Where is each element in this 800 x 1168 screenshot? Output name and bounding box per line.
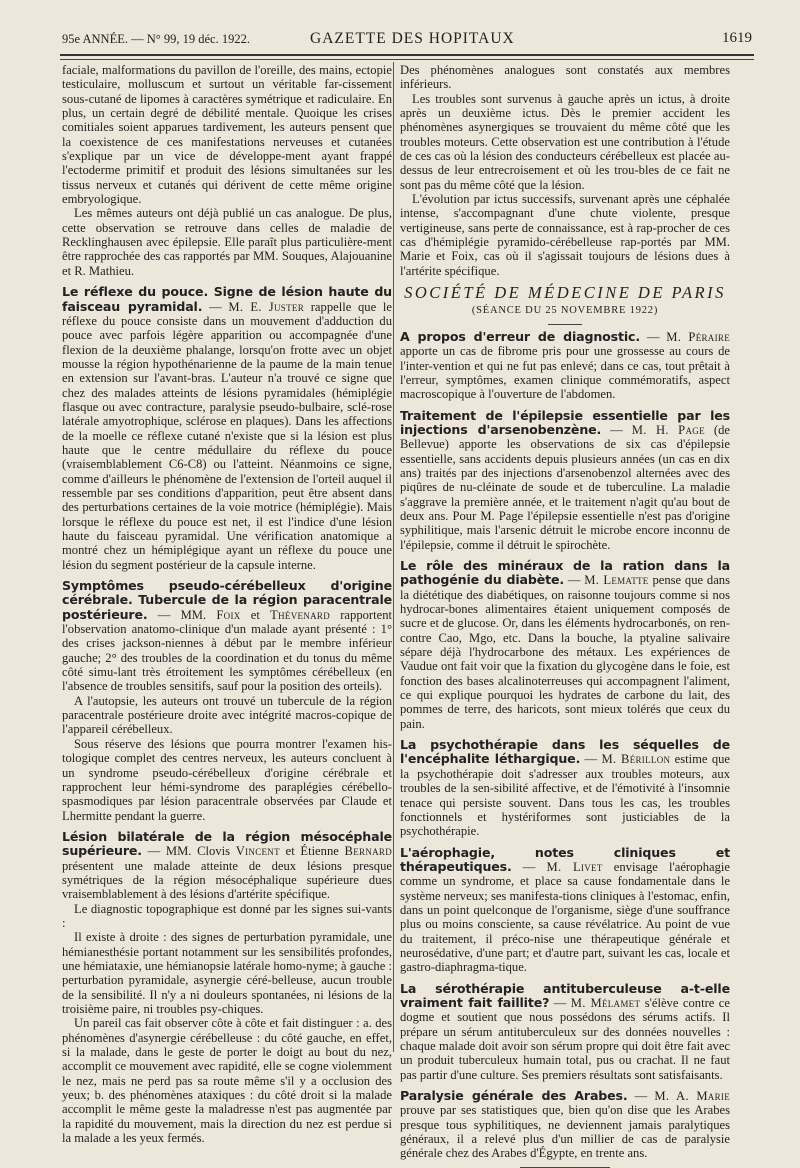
society-title: SOCIÉTÉ DE MÉDECINE DE PARIS <box>404 283 726 303</box>
section-title: L'aérophagie, notes cliniques et thérapeutiques. <box>400 844 730 874</box>
section-text: pense que dans la diététique des diabétiques, on raisonne toujours comme si nos hydrocar-bones alimentaires étaient uniquement composés de sucre et de glucose. Or, dans les éléments hydrocarbonés, on ren-contre Cao, Mgo, etc. Dans la bouche, la ptyaline salivaire sépare déjà l'hydrocarbone des métaux. Les expériences de Vaudue ont fait voir que la fixation du glycogène dans le foie, est fonction des bases alcalinoterreuses qui accompagnent l'aliment, ce qui explique pourquoi les hydrates de carbone du lait, des pommes de terre, des haricots, sont mieux tolérés que ceux du pain. <box>400 573 731 731</box>
section-author: M. H. Page <box>631 422 705 437</box>
section-lesion-bilaterale: Lésion bilatérale de la région mésocéphale supérieure. — MM. Clovis Vincent et Étienne Bernard présentent une malade atteinte de deux lésions presque symétriques de la région mésocéphalique supérieure dues vraisemblablement à des lésions d'artérite spécifique. <box>62 828 393 902</box>
section-author: M. Lematte <box>584 573 649 588</box>
section-psychotherapie: La psychothérapie dans les séquelles de l'encéphalite léthargique. — M. Bérillon estime que la psychothérapie doit s'adresser aux troubles moteurs, aux troubles de la sen-sibilité affective, et de l'émotivité à l'insomnie tenace qui persiste souvent. Dans tous les cas, les troubles fonctionnels et hystériformes sont justiciables de la psychothérapie. <box>400 737 730 839</box>
paragraph: L'évolution par ictus successifs, survenant après une céphalée intense, s'accompagnant d'une chute violente, presque vertigineuse, sans perte de connaissance, est à rap-procher de ces cas d'hémiplégie pyramido-cérébelleuse rap-portés par MM. Marie et Foix, cas où il s'agissait toujours de lésions dues à l'artérite spécifique. <box>400 192 730 278</box>
section-author: Thévenard <box>270 607 330 622</box>
section-title: Le rôle des minéraux de la ration dans la pathogénie du diabète. <box>400 558 730 588</box>
section-author: M. Péraire <box>666 329 730 344</box>
section-title: A propos d'erreur de diagnostic. <box>400 328 640 344</box>
section-text: rapportent l'observation anatomo-clinique d'un malade ayant présenté : 1° des crises jackson-niennes à début par le membre inférieur gauche; 2° des troubles de la coordination et du tonus du même côté simu-lant très étroitement les symptômes cérébelleux (en l'absence de troubles sensitifs, sauf pour la position des orteils). <box>62 607 392 694</box>
column-divider <box>393 62 394 1052</box>
section-erreur-diagnostic: A propos d'erreur de diagnostic. — M. Péraire apporte un cas de fibrome pris pour une grossesse au cours de l'inter-vention et qui ne fut pas enlevé; dans ce cas, tout prêtait à l'erreur, symptômes, examen clinique commémoratifs, aspect macroscopique à l'ouverture de l'abdomen. <box>400 328 730 402</box>
section-text: envisage l'aérophagie comme un syndrome, et place sa cause fondamentale dans le système nerveux; ses manifesta-tions cliniques à l'estomac, enfin, dans un point quelconque de l'organisme, siège d'une souffrance plus ou moins consciente, sa cause révélatrice. Au point de vue du traitement, il préco-nise une thérapeutique générale et neurosédative, d'une part; et d'autre part, suivant les cas, locale et gastro-diaphragma-tique. <box>400 859 730 975</box>
section-title: Symptômes pseudo-cérébelleux d'origine cérébrale. Tubercule de la région paracentrale postérieure. <box>62 578 392 622</box>
author-conjunction: et <box>250 607 260 622</box>
section-title: Lésion bilatérale de la région mésocéphale supérieure. <box>62 828 392 859</box>
issue-info: 95e ANNÉE. — N° 99, 19 déc. 1922. <box>62 32 250 46</box>
section-divider <box>548 324 582 325</box>
section-epilepsie: Traitement de l'épilepsie essentielle par les injections d'arsenobenzène. — M. H. Page (de Bellevue) apporte les observations de six cas d'épilepsie essentielle, sans accidents depuis plusieurs années (un cas en dix ans) traités par des injections d'arsenobenzol alternées avec des piqûres de nu-cléinate de soude et de tuberculine. La maladie s'aggrave la première année, et le traitement n'agit qu'au bout de deux ans. Pour M. Page l'épilepsie essentielle n'est pas d'origine syphilitique, mais l'arsenic détruit le microbe encore inconnu de l'épilepsie, comme il détruit le spirochète. <box>400 407 730 552</box>
section-title: Paralysie générale des Arabes. <box>400 1088 628 1104</box>
author-prefix: MM. <box>180 607 207 622</box>
section-text: présentent une malade atteinte de deux lésions presque symétriques de la région mésocéphalique supérieure dues vraisemblablement à des lésions d'artérite spécifique. <box>62 858 392 902</box>
section-author: Vincent <box>235 844 280 859</box>
section-reflexe-pouce: Le réflexe du pouce. Signe de lésion haute du faisceau pyramidal. — M. E. Juster rappelle que le réflexe du pouce consiste dans un mouvement d'adduction du pouce avec parfois légère apparition ou accompagnée d'une flexion de la deuxième phalange, lorsqu'on frotte avec un objet mousse la région hypothénarienne de la paume de la main tenue en extension sur l'avant-bras. L'auteur n'a trouvé ce signe que chez des malades atteints de lésions pyramidales (hémiplégie flasque ou avec contracture, paralysie pseudo-bulbaire, sclé-rose latérale amyotrophique, sclérose en plaques). Dans les affections de la moelle ce réflexe cutané n'existe que si la lésion est plus haute que le centre médullaire du réflexe du pouce (vraisemblablement C6-C8) ou l'atteint. Néanmoins ce signe, comme d'ailleurs le phénomène de l'extension de l'orteil auquel il ressemble par ses conditions d'apparition, peut être absent dans des perturbations certaines de la voie motrice (hémiplégie). Mais lorsque le réflexe du pouce est net, il est l'indice d'une lésion haute du faisceau pyramidal. Une vérification anatomique a montré chez un hémiplégique ayant un réflexe du pouce une lésion du segment postérieur de la capsule interne. <box>62 284 392 572</box>
left-column <box>62 63 392 1145</box>
paragraph: Le diagnostic topographique est donné par les signes sui-vants : <box>62 901 392 930</box>
section-text: apporte un cas de fibrome pris pour une grossesse au cours de l'inter-vention et qui ne fut pas enlevé; dans ce cas, tout prêtait à l'erreur, symptômes, examen clinique commémoratifs, aspect macroscopique à l'ouverture de l'abdomen. <box>400 344 730 402</box>
paragraph: Des phénomènes analogues sont constatés aux membres inférieurs. <box>400 63 730 92</box>
paragraph: Les mêmes auteurs ont déjà publié un cas analogue. De plus, cette observation se retrouve dans celles de maladie de Recklinghausen avec épilepsie. Elle paraît plus particulière-ment être rapprochée des cas rapportés par MM. Souques, Alajouanine et R. Mathieu. <box>62 206 392 278</box>
section-title: La psychothérapie dans les séquelles de l'encéphalite léthargique. <box>400 737 730 767</box>
section-author: M. E. Juster <box>228 299 305 314</box>
right-column <box>400 63 730 1168</box>
paragraph: A l'autopsie, les auteurs ont trouvé un tubercule de la région paracentrale postérieure droite avec intégrité macros-copique de l'appareil cérébelleux. <box>62 693 392 737</box>
author-prefix: MM. Clovis <box>165 844 231 859</box>
page-number: 1619 <box>722 30 752 46</box>
section-title: La sérothérapie antituberculeuse a-t-elle vraiment fait faillite? <box>400 980 730 1010</box>
section-author: Bernard <box>344 844 393 859</box>
society-session: (SÉANCE DU 25 NOVEMBRE 1922) <box>471 304 659 316</box>
section-text: rappelle que le réflexe du pouce consiste dans un mouvement d'adduction du pouce avec parfois légère apparition ou accompagnée d'une flexion de la deuxième phalange, lorsqu'on frotte avec un objet mousse la région hypothénarienne de la paume de la main tenue en extension sur l'avant-bras. L'auteur n'a trouvé ce signe que chez des malades atteints de lésions pyramidales (hémiplégie flasque ou avec contracture, paralysie pseudo-bulbaire, sclé-rose latérale amyotrophique, sclérose en plaques). Dans les affections de la moelle ce réflexe cutané n'existe que si la lésion est plus haute que le centre médullaire du réflexe du pouce (vraisemblablement C6-C8) ou l'atteint. Néanmoins ce signe, comme d'ailleurs le phénomène de l'extension de l'orteil auquel il ressemble par ses conditions d'apparition, peut être absent dans des perturbations certaines de la voie motrice (hémiplégie). Mais lorsque le réflexe du pouce est net, il est l'indice d'une lésion haute du faisceau pyramidal. Une vérification anatomique a montré chez un hémiplégique ayant un réflexe du pouce une lésion du segment postérieur de la capsule interne. <box>62 299 392 572</box>
section-text: estime que la psychothérapie doit s'adresser aux troubles moteurs, aux troubles de la sen-sibilité affective, et de l'émotivité à l'insomnie tenace qui persiste souvent. Dans tous les cas, les troubles fonctionnels et hystériformes sont justiciables de la psychothérapie. <box>400 752 730 839</box>
section-aerophagie: L'aérophagie, notes cliniques et thérapeutiques. — M. Livet envisage l'aérophagie comme un syndrome, et place sa cause fondamentale dans le système nerveux; ses manifesta-tions cliniques à l'estomac, enfin, dans un point quelconque de l'organisme, siège d'une souffrance plus ou moins consciente, sa cause révélatrice. Au point de vue du traitement, il préco-nise une thérapeutique générale et neurosédative, d'une part; et d'autre part, suivant les cas, locale et gastro-diaphragma-tique. <box>400 844 730 975</box>
paragraph: Les troubles sont survenus à gauche après un ictus, à droite après un deuxième ictus. Dès le premier accident les phénomènes asynergiques se trouvaient du même côté que les troubles moteurs. Cette observation est une contribution à l'étude de ces cas où la lésion des conducteurs cérébelleux est placée au-dessus de leur entrecroisement et où les trou-bles de ce fait ne sont pas du même côté que la lésion. <box>400 91 730 192</box>
paragraph: Un pareil cas fait observer côte à côte et fait distinguer : a. des phénomènes d'asynergie cérébelleuse : du côté gauche, en effet, si la malade, dans le geste de porter le doigt au bout du nez, accomplit ce mouvement avec rapidité, elle se cogne violemment le nez, mais ne perd pas sa route même s'il y a occlusion des yeux; b. des phénomènes ataxiques : du côté droit si la malade accomplit le même geste la maladresse n'est pas augmentée par la rapidité du mouvement, mais la direction du nez est perdue si la malade a les yeux fermés. <box>62 1016 392 1146</box>
header-rule-thick <box>60 54 754 56</box>
section-author: M. Livet <box>546 859 603 874</box>
author-conjunction: et Étienne <box>285 844 339 859</box>
section-mineraux-diabete: Le rôle des minéraux de la ration dans la pathogénie du diabète. — M. Lematte pense que dans la diététique des diabétiques, on raisonne toujours comme si nos hydrocar-bones alimentaires étaient uniquement composés de sucre et de glucose. Or, dans les éléments hydrocarbonés, on ren-contre Cao, Mgo, etc. Dans la bouche, la ptyaline salivaire sépare déjà l'hydrocarbone des métaux. Les expériences de Vaudue ont fait voir que la fixation du glycogène dans le foie, est fonction des bases alcalinoterreuses qui accompagnent l'aliment, ce qui explique pourquoi les hydrates de carbone du lait, des pommes de terre, des haricots, sont mieux tolérés que ceux du pain. <box>400 558 731 731</box>
section-pseudo-cerebelleux: Symptômes pseudo-cérébelleux d'origine cérébrale. Tubercule de la région paracentrale postérieure. — MM. Foix et Thévenard rapportent l'observation anatomo-clinique d'un malade ayant présenté : 1° des crises jackson-niennes à début par le membre inférieur gauche; 2° des troubles de la coordination et du tonus du même côté simu-lant très étroitement les symptômes cérébelleux (en l'absence de troubles sensitifs, sauf pour la position des orteils). <box>62 578 392 694</box>
section-author: M. Mélamet <box>570 995 641 1010</box>
section-author: M. A. Marie <box>654 1089 731 1104</box>
section-text: prouve par ses statistiques que, bien qu'on dise que les Arabes presque tous syphilitiques, ne deviennent jamais paralytiques généraux, il a relevé plus d'un millier de cas de paralysie générale chez des Arabes d'Égypte, en trente ans. <box>400 1103 730 1161</box>
section-text: s'élève contre ce dogme et soutient que nous possédons des sérums actifs. Il prépare un sérum antituberculeux sur des données nouvelles : chaque malade doit avoir son sérum propre qui doit être fait avec un produit tuberculeux humain total, pus ou crachat. Il ne faut pas partir d'une culture. Ses premiers résultats sont satisfaisants. <box>400 995 730 1082</box>
section-title: Le réflexe du pouce. Signe de lésion haute du faisceau pyramidal. <box>62 284 392 314</box>
paragraph: Sous réserve des lésions que pourra montrer l'examen his-tologique complet des centres nerveux, les auteurs concluent à un syndrome pseudo-cérébelleux d'origine cérébrale et rapprochent leur hémi-syndrome des paraplégies cérébello-spasmodiques par lésion paracentrale observées par Claude et Lhermitte pendant la guerre. <box>62 736 392 823</box>
header-rule-thin <box>60 59 754 60</box>
section-text: (de Bellevue) apporte les observations de six cas d'épilepsie essentielle, sans accidents depuis plusieurs années (un cas en dix ans) traités par des injections d'arsenobenzol alternées avec des piqûres de nu-cléinate de soude et de tuberculine. La maladie s'aggrave la première année, et le traitement n'agit qu'au bout de deux ans. Pour M. Page l'épilepsie essentielle n'est pas d'origine syphilitique, mais l'arsenic détruit le microbe encore inconnu de l'épilepsie, comme il détruit le spirochète. <box>400 422 730 552</box>
section-paralysie-arabes: Paralysie générale des Arabes. — M. A. Marie prouve par ses statistiques que, bien qu'on dise que les Arabes presque tous syphilitiques, ne deviennent jamais paralytiques généraux, il a relevé plus d'un millier de cas de paralysie générale chez des Arabes d'Égypte, en trente ans. <box>400 1088 731 1161</box>
paragraph: faciale, malformations du pavillon de l'oreille, des mains, ectopie testiculaire, molluscum et surtout un véritable far-cissement sous-cutané de lipomes à caractères symétrique et radiculaire. En plus, un certain degré de débilité mentale. Quoique les crises comitiales soient apparues tardivement, les auteurs pensent que la coexistence de ces manifestations nerveuses et cutanées s'explique par un vice de développe-ment ayant frappé l'ectoderme primitif et produit des lésions simultanées sur les tissus nerveux et cutanés qui dérivent de cette même origine embryologique. <box>62 63 392 207</box>
journal-title: GAZETTE DES HOPITAUX <box>310 30 515 47</box>
section-serotherapie: La sérothérapie antituberculeuse a-t-elle vraiment fait faillite? — M. Mélamet s'élève contre ce dogme et soutient que nous possédons des sérums actifs. Il prépare un sérum antituberculeux sur des données nouvelles : chaque malade doit avoir son sérum propre qui doit être fait avec un produit tuberculeux humain total, pus ou crachat. Il ne faut pas partir d'une culture. Ses premiers résultats sont satisfaisants. <box>400 980 730 1082</box>
section-title: Traitement de l'épilepsie essentielle par les injections d'arsenobenzène. <box>400 407 730 437</box>
section-author: Foix <box>216 607 241 622</box>
section-author: M. Bérillon <box>601 752 671 767</box>
page-header <box>62 30 752 52</box>
paragraph: Il existe à droite : des signes de perturbation pyramidale, une hémianesthésie portant notamment sur les sensibilités profondes, une hémiataxie, une hémianopsie latérale homo-nyme; à gauche : perturbation pyramidale, asynergie céré-belleuse, aucun trouble de la sensibilité. Il n'y a ni douleurs spontanées, ni lésions de la troisième paire, ni troubles psy-chiques. <box>62 930 392 1016</box>
